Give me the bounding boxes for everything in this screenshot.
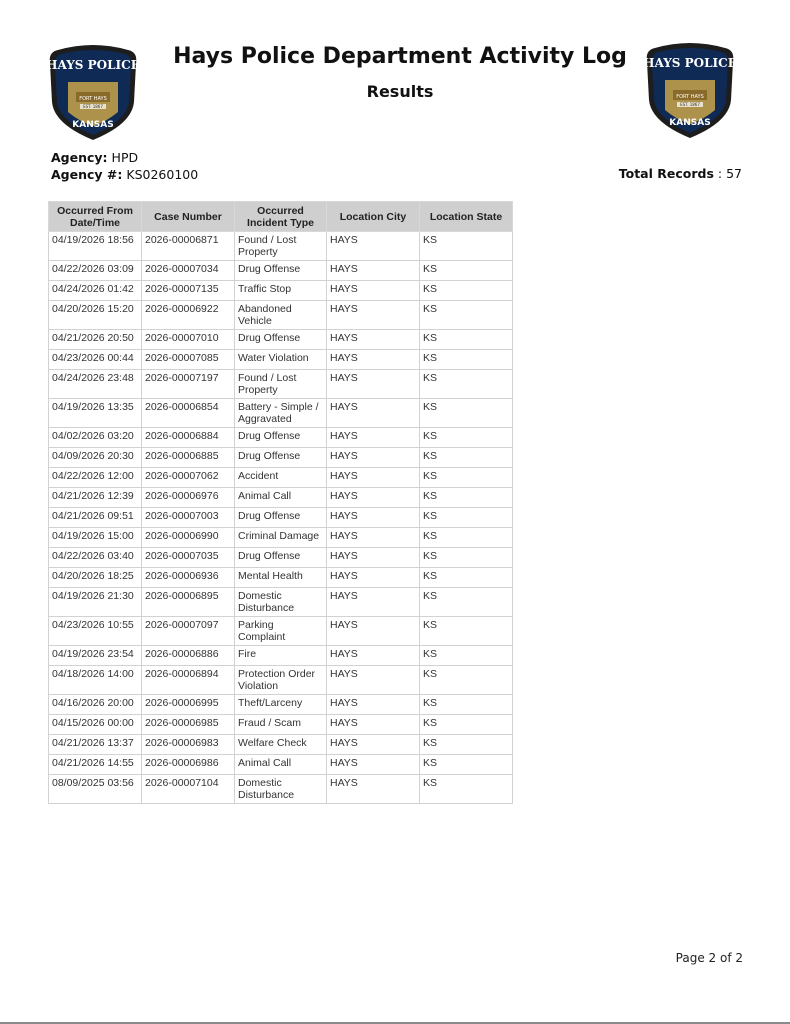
cell-location-state: KS <box>420 528 513 548</box>
cell-occurred-datetime: 04/18/2026 14:00 <box>49 666 142 695</box>
cell-case-number: 2026-00006886 <box>142 646 235 666</box>
cell-location-state: KS <box>420 428 513 448</box>
cell-incident-type: Fraud / Scam <box>235 715 327 735</box>
cell-case-number: 2026-00006936 <box>142 568 235 588</box>
cell-location-city: HAYS <box>327 588 420 617</box>
cell-location-city: HAYS <box>327 428 420 448</box>
cell-location-city: HAYS <box>327 330 420 350</box>
cell-incident-type: Theft/Larceny <box>235 695 327 715</box>
cell-occurred-datetime: 04/19/2026 18:56 <box>49 232 142 261</box>
cell-occurred-datetime: 04/20/2026 18:25 <box>49 568 142 588</box>
cell-incident-type: Drug Offense <box>235 448 327 468</box>
cell-location-city: HAYS <box>327 617 420 646</box>
cell-case-number: 2026-00007097 <box>142 617 235 646</box>
cell-case-number: 2026-00007197 <box>142 370 235 399</box>
table-row <box>49 775 513 804</box>
cell-location-state: KS <box>420 508 513 528</box>
cell-location-city: HAYS <box>327 755 420 775</box>
table-row <box>49 399 513 428</box>
cell-case-number: 2026-00006894 <box>142 666 235 695</box>
table-header-row <box>49 202 513 232</box>
header-case-number: Case Number <box>142 202 235 232</box>
table-row <box>49 508 513 528</box>
cell-case-number: 2026-00007104 <box>142 775 235 804</box>
header-incident-type: Occurred Incident Type <box>235 202 327 232</box>
cell-case-number: 2026-00006983 <box>142 735 235 755</box>
cell-case-number: 2026-00007034 <box>142 261 235 281</box>
cell-occurred-datetime: 04/15/2026 00:00 <box>49 715 142 735</box>
cell-case-number: 2026-00007035 <box>142 548 235 568</box>
cell-location-city: HAYS <box>327 715 420 735</box>
cell-case-number: 2026-00006985 <box>142 715 235 735</box>
cell-location-city: HAYS <box>327 261 420 281</box>
cell-incident-type: Domestic Disturbance <box>235 775 327 804</box>
police-badge-left <box>46 42 140 142</box>
cell-case-number: 2026-00007003 <box>142 508 235 528</box>
total-records-label: Total Records <box>618 166 714 181</box>
cell-location-state: KS <box>420 775 513 804</box>
agency-info <box>51 149 198 183</box>
table-row <box>49 428 513 448</box>
cell-location-state: KS <box>420 399 513 428</box>
badge-middle-text: FORT HAYS <box>79 96 107 102</box>
cell-occurred-datetime: 04/16/2026 20:00 <box>49 695 142 715</box>
cell-occurred-datetime: 04/19/2026 15:00 <box>49 528 142 548</box>
cell-occurred-datetime: 04/19/2026 21:30 <box>49 588 142 617</box>
badge-est-text: EST. 1867 <box>680 102 700 107</box>
cell-case-number: 2026-00006884 <box>142 428 235 448</box>
cell-incident-type: Fire <box>235 646 327 666</box>
badge-bottom-text: KANSAS <box>72 120 114 130</box>
header-location-state: Location State <box>420 202 513 232</box>
table-row <box>49 488 513 508</box>
cell-incident-type: Drug Offense <box>235 261 327 281</box>
cell-case-number: 2026-00007135 <box>142 281 235 301</box>
cell-location-state: KS <box>420 301 513 330</box>
cell-case-number: 2026-00006990 <box>142 528 235 548</box>
cell-incident-type: Animal Call <box>235 488 327 508</box>
total-records-separator: : <box>717 166 723 181</box>
activity-log-table <box>48 201 513 804</box>
cell-location-city: HAYS <box>327 528 420 548</box>
cell-incident-type: Drug Offense <box>235 508 327 528</box>
police-badge-icon <box>46 42 140 142</box>
cell-occurred-datetime: 04/21/2026 13:37 <box>49 735 142 755</box>
cell-incident-type: Animal Call <box>235 755 327 775</box>
cell-location-city: HAYS <box>327 281 420 301</box>
agency-number-line <box>51 166 198 183</box>
agency-value: HPD <box>111 150 139 165</box>
cell-case-number: 2026-00006922 <box>142 301 235 330</box>
cell-location-state: KS <box>420 370 513 399</box>
cell-occurred-datetime: 08/09/2025 03:56 <box>49 775 142 804</box>
police-badge-right <box>643 40 737 140</box>
cell-location-state: KS <box>420 588 513 617</box>
police-badge-icon <box>643 40 737 140</box>
header-location-city: Location City <box>327 202 420 232</box>
cell-occurred-datetime: 04/22/2026 03:09 <box>49 261 142 281</box>
page-title: Hays Police Department Activity Log <box>173 44 627 69</box>
cell-location-city: HAYS <box>327 735 420 755</box>
cell-case-number: 2026-00007085 <box>142 350 235 370</box>
cell-location-state: KS <box>420 646 513 666</box>
cell-incident-type: Criminal Damage <box>235 528 327 548</box>
cell-location-state: KS <box>420 715 513 735</box>
table-row <box>49 330 513 350</box>
table-row <box>49 715 513 735</box>
cell-incident-type: Abandoned Vehicle <box>235 301 327 330</box>
cell-incident-type: Drug Offense <box>235 330 327 350</box>
cell-location-state: KS <box>420 281 513 301</box>
cell-case-number: 2026-00006885 <box>142 448 235 468</box>
table-row <box>49 568 513 588</box>
table-row <box>49 281 513 301</box>
cell-incident-type: Traffic Stop <box>235 281 327 301</box>
cell-occurred-datetime: 04/19/2026 23:54 <box>49 646 142 666</box>
agency-line <box>51 149 198 166</box>
header-occurred-datetime: Occurred From Date/Time <box>49 202 142 232</box>
cell-location-state: KS <box>420 468 513 488</box>
cell-incident-type: Water Violation <box>235 350 327 370</box>
cell-location-city: HAYS <box>327 646 420 666</box>
cell-location-state: KS <box>420 755 513 775</box>
cell-occurred-datetime: 04/21/2026 14:55 <box>49 755 142 775</box>
cell-case-number: 2026-00006895 <box>142 588 235 617</box>
cell-occurred-datetime: 04/23/2026 10:55 <box>49 617 142 646</box>
cell-location-city: HAYS <box>327 350 420 370</box>
cell-location-state: KS <box>420 617 513 646</box>
badge-bottom-text: KANSAS <box>669 118 711 128</box>
badge-est-text: EST. 1867 <box>83 104 103 109</box>
table-row <box>49 370 513 399</box>
cell-location-city: HAYS <box>327 666 420 695</box>
page-number: Page 2 of 2 <box>675 951 743 965</box>
badge-top-text: HAYS POLICE <box>46 58 140 72</box>
table-row <box>49 232 513 261</box>
table-row <box>49 666 513 695</box>
cell-location-state: KS <box>420 261 513 281</box>
cell-location-state: KS <box>420 695 513 715</box>
cell-occurred-datetime: 04/21/2026 20:50 <box>49 330 142 350</box>
cell-location-city: HAYS <box>327 232 420 261</box>
cell-location-state: KS <box>420 232 513 261</box>
cell-location-city: HAYS <box>327 370 420 399</box>
table-row <box>49 735 513 755</box>
cell-incident-type: Found / Lost Property <box>235 232 327 261</box>
cell-location-state: KS <box>420 666 513 695</box>
agency-number-value: KS0260100 <box>126 167 199 182</box>
table-row <box>49 548 513 568</box>
table-row <box>49 646 513 666</box>
page-subtitle: Results <box>366 82 434 101</box>
table-row <box>49 588 513 617</box>
cell-location-city: HAYS <box>327 399 420 428</box>
cell-incident-type: Found / Lost Property <box>235 370 327 399</box>
cell-case-number: 2026-00007062 <box>142 468 235 488</box>
table-row <box>49 261 513 281</box>
agency-number-label: Agency #: <box>51 167 123 182</box>
cell-incident-type: Protection Order Violation <box>235 666 327 695</box>
cell-location-city: HAYS <box>327 695 420 715</box>
cell-location-state: KS <box>420 548 513 568</box>
table-row <box>49 350 513 370</box>
cell-occurred-datetime: 04/21/2026 09:51 <box>49 508 142 528</box>
cell-incident-type: Mental Health <box>235 568 327 588</box>
cell-occurred-datetime: 04/23/2026 00:44 <box>49 350 142 370</box>
total-records-value: 57 <box>726 166 742 181</box>
cell-occurred-datetime: 04/19/2026 13:35 <box>49 399 142 428</box>
cell-incident-type: Domestic Disturbance <box>235 588 327 617</box>
cell-occurred-datetime: 04/09/2026 20:30 <box>49 448 142 468</box>
total-records <box>619 166 742 181</box>
cell-occurred-datetime: 04/20/2026 15:20 <box>49 301 142 330</box>
table-body <box>49 232 513 804</box>
cell-location-state: KS <box>420 488 513 508</box>
cell-occurred-datetime: 04/21/2026 12:39 <box>49 488 142 508</box>
table-row <box>49 301 513 330</box>
cell-case-number: 2026-00006976 <box>142 488 235 508</box>
cell-case-number: 2026-00007010 <box>142 330 235 350</box>
cell-location-city: HAYS <box>327 301 420 330</box>
agency-label: Agency: <box>51 150 108 165</box>
table-row <box>49 617 513 646</box>
cell-location-state: KS <box>420 350 513 370</box>
cell-location-city: HAYS <box>327 775 420 804</box>
cell-location-state: KS <box>420 735 513 755</box>
cell-incident-type: Drug Offense <box>235 428 327 448</box>
cell-case-number: 2026-00006995 <box>142 695 235 715</box>
badge-top-text: HAYS POLICE <box>643 56 737 70</box>
cell-location-city: HAYS <box>327 508 420 528</box>
cell-location-city: HAYS <box>327 468 420 488</box>
cell-occurred-datetime: 04/02/2026 03:20 <box>49 428 142 448</box>
cell-location-city: HAYS <box>327 568 420 588</box>
cell-occurred-datetime: 04/22/2026 03:40 <box>49 548 142 568</box>
cell-incident-type: Drug Offense <box>235 548 327 568</box>
table-row <box>49 755 513 775</box>
cell-occurred-datetime: 04/24/2026 01:42 <box>49 281 142 301</box>
table-row <box>49 695 513 715</box>
badge-middle-text: FORT HAYS <box>676 94 704 100</box>
cell-case-number: 2026-00006871 <box>142 232 235 261</box>
table-row <box>49 468 513 488</box>
cell-incident-type: Parking Complaint <box>235 617 327 646</box>
cell-incident-type: Welfare Check <box>235 735 327 755</box>
cell-occurred-datetime: 04/22/2026 12:00 <box>49 468 142 488</box>
cell-location-state: KS <box>420 568 513 588</box>
cell-incident-type: Battery - Simple / Aggravated <box>235 399 327 428</box>
cell-location-city: HAYS <box>327 548 420 568</box>
cell-incident-type: Accident <box>235 468 327 488</box>
cell-location-city: HAYS <box>327 488 420 508</box>
cell-case-number: 2026-00006986 <box>142 755 235 775</box>
cell-occurred-datetime: 04/24/2026 23:48 <box>49 370 142 399</box>
cell-location-state: KS <box>420 330 513 350</box>
cell-location-state: KS <box>420 448 513 468</box>
cell-case-number: 2026-00006854 <box>142 399 235 428</box>
table-row <box>49 448 513 468</box>
table-row <box>49 528 513 548</box>
cell-location-city: HAYS <box>327 448 420 468</box>
